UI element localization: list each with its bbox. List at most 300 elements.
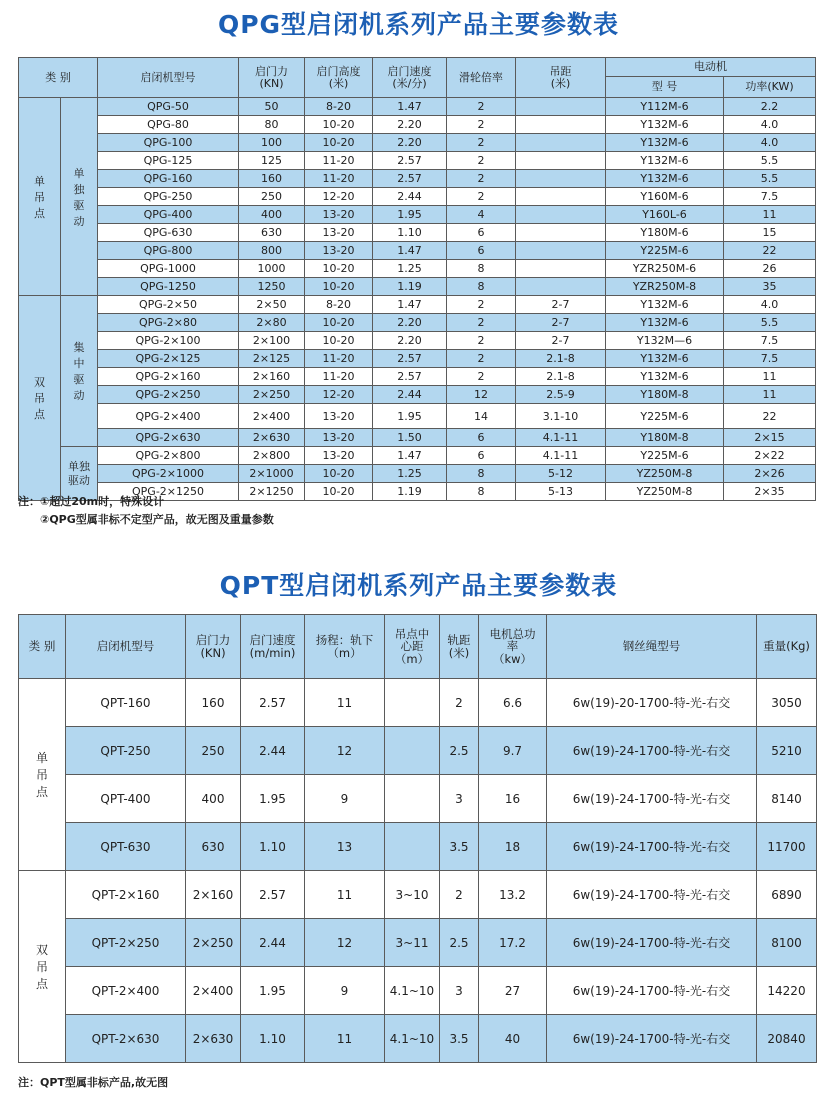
cell-lift: 12 [305, 919, 385, 967]
cell-height: 8-20 [305, 98, 373, 116]
cell-model: QPG-2×125 [98, 350, 239, 368]
sub-central-drive: 集 中 驱 动 [61, 296, 98, 447]
cell-pulley: 14 [447, 404, 516, 429]
cell-speed: 2.57 [373, 368, 447, 386]
cell-distance: 2-7 [516, 332, 606, 350]
motor-model-header: 型 号 [606, 77, 724, 98]
lift-header: 扬程：轨下 （m） [305, 615, 385, 679]
cell-distance [516, 206, 606, 224]
cell-center-distance [385, 775, 440, 823]
cell-height: 12-20 [305, 386, 373, 404]
cell-force: 630 [239, 224, 305, 242]
cell-gauge: 3.5 [440, 823, 479, 871]
table-row [19, 727, 817, 775]
cell-force: 160 [239, 170, 305, 188]
cell-pulley: 6 [447, 429, 516, 447]
cell-force: 2×400 [239, 404, 305, 429]
cell-speed: 1.95 [373, 206, 447, 224]
force-header: 启门力 (KN) [239, 58, 305, 98]
cell-force: 1250 [239, 278, 305, 296]
cell-height: 13-20 [305, 224, 373, 242]
cell-motor-model: Y225M-6 [606, 404, 724, 429]
cell-model: QPG-2×100 [98, 332, 239, 350]
cell-center-distance [385, 679, 440, 727]
cell-model: QPG-400 [98, 206, 239, 224]
rope-header: 钢丝绳型号 [547, 615, 757, 679]
cell-model: QPT-2×630 [66, 1015, 186, 1063]
table-row [19, 429, 816, 447]
cell-pulley: 8 [447, 483, 516, 501]
table-row [19, 823, 817, 871]
table-row [19, 404, 816, 429]
cell-speed: 1.10 [241, 1015, 305, 1063]
qpg-note-1: 注：①超过20m时，特殊设计 [18, 495, 165, 508]
cell-pulley: 2 [447, 98, 516, 116]
cell-motor-model: Y132M-6 [606, 296, 724, 314]
cell-force: 2×80 [239, 314, 305, 332]
cell-height: 10-20 [305, 278, 373, 296]
height-header: 启门高度 (米) [305, 58, 373, 98]
cell-height: 13-20 [305, 447, 373, 465]
cell-center-distance: 3~10 [385, 871, 440, 919]
cell-speed: 1.47 [373, 98, 447, 116]
cell-speed: 1.95 [373, 404, 447, 429]
cell-power: 5.5 [724, 170, 816, 188]
cell-force: 80 [239, 116, 305, 134]
cell-distance [516, 152, 606, 170]
sub-single-drive: 单 独 驱 动 [61, 98, 98, 296]
qpg-note-2: ②QPG型属非标不定型产品，故无图及重量参数 [40, 513, 274, 526]
cell-power: 5.5 [724, 152, 816, 170]
cell-speed: 1.47 [373, 242, 447, 260]
cell-pulley: 2 [447, 116, 516, 134]
cell-power: 2×35 [724, 483, 816, 501]
cell-rope: 6w(19)-24-1700-特-光-右交 [547, 919, 757, 967]
cell-force: 2×160 [186, 871, 241, 919]
cell-motor-model: Y132M-6 [606, 314, 724, 332]
cell-motor-power: 18 [479, 823, 547, 871]
cell-distance [516, 188, 606, 206]
cell-motor-model: Y180M-8 [606, 429, 724, 447]
cell-power: 11 [724, 386, 816, 404]
speed-header: 启门速度 (m/min) [241, 615, 305, 679]
cell-motor-model: Y132M—6 [606, 332, 724, 350]
gauge-header: 轨距 (米) [440, 615, 479, 679]
cell-rope: 6w(19)-24-1700-特-光-右交 [547, 967, 757, 1015]
cell-motor-model: Y225M-6 [606, 242, 724, 260]
pulley-header: 滑轮倍率 [447, 58, 516, 98]
cell-center-distance: 3~11 [385, 919, 440, 967]
cell-model: QPT-2×250 [66, 919, 186, 967]
cell-force: 2×50 [239, 296, 305, 314]
cell-motor-model: Y132M-6 [606, 350, 724, 368]
cell-model: QPG-125 [98, 152, 239, 170]
table-row [19, 206, 816, 224]
cell-power: 2×22 [724, 447, 816, 465]
cell-motor-model: Y225M-6 [606, 447, 724, 465]
cell-rope: 6w(19)-24-1700-特-光-右交 [547, 823, 757, 871]
cell-force: 400 [239, 206, 305, 224]
cell-power: 5.5 [724, 314, 816, 332]
cell-weight: 6890 [757, 871, 817, 919]
group-double-point: 双 吊 点 [19, 296, 61, 501]
cell-model: QPG-2×80 [98, 314, 239, 332]
cell-lift: 11 [305, 871, 385, 919]
cell-speed: 2.20 [373, 314, 447, 332]
table-row [19, 224, 816, 242]
cell-height: 10-20 [305, 116, 373, 134]
cell-pulley: 2 [447, 368, 516, 386]
cell-distance: 2.1-8 [516, 368, 606, 386]
cell-pulley: 2 [447, 350, 516, 368]
cell-gauge: 2 [440, 871, 479, 919]
sub-separate-drive: 单独 驱动 [61, 447, 98, 501]
cell-weight: 8100 [757, 919, 817, 967]
qpt-table-title: QPT型启闭机系列产品主要参数表 [219, 571, 618, 600]
cell-lift: 13 [305, 823, 385, 871]
cell-height: 10-20 [305, 314, 373, 332]
cell-speed: 2.57 [373, 170, 447, 188]
table-row [19, 332, 816, 350]
cell-center-distance [385, 823, 440, 871]
cell-distance: 4.1-11 [516, 447, 606, 465]
cell-distance: 2.5-9 [516, 386, 606, 404]
cell-distance: 2-7 [516, 296, 606, 314]
cell-speed: 1.50 [373, 429, 447, 447]
cell-motor-power: 9.7 [479, 727, 547, 775]
cell-height: 11-20 [305, 170, 373, 188]
cell-power: 22 [724, 404, 816, 429]
cell-height: 11-20 [305, 350, 373, 368]
cell-motor-model: YZ250M-8 [606, 483, 724, 501]
cell-pulley: 12 [447, 386, 516, 404]
cell-weight: 5210 [757, 727, 817, 775]
cell-motor-power: 40 [479, 1015, 547, 1063]
cell-speed: 1.95 [241, 967, 305, 1015]
table-row [19, 134, 816, 152]
cell-rope: 6w(19)-20-1700-特-光-右交 [547, 679, 757, 727]
cell-force: 2×1250 [239, 483, 305, 501]
cell-distance [516, 98, 606, 116]
table-row [19, 871, 817, 919]
table-row [19, 679, 817, 727]
table-row [19, 447, 816, 465]
cell-speed: 2.44 [241, 919, 305, 967]
cell-gauge: 3 [440, 775, 479, 823]
cell-motor-power: 16 [479, 775, 547, 823]
cell-pulley: 2 [447, 170, 516, 188]
cell-model: QPG-1000 [98, 260, 239, 278]
cell-distance: 4.1-11 [516, 429, 606, 447]
table-row [19, 465, 816, 483]
cell-model: QPG-2×1250 [98, 483, 239, 501]
cell-gauge: 2.5 [440, 919, 479, 967]
cell-power: 7.5 [724, 332, 816, 350]
table-row [19, 116, 816, 134]
cell-pulley: 2 [447, 296, 516, 314]
cell-force: 2×1000 [239, 465, 305, 483]
cell-speed: 2.44 [241, 727, 305, 775]
cell-pulley: 2 [447, 134, 516, 152]
table-row [19, 350, 816, 368]
cell-motor-model: Y180M-8 [606, 386, 724, 404]
cell-model: QPG-80 [98, 116, 239, 134]
cell-pulley: 6 [447, 242, 516, 260]
cell-height: 12-20 [305, 188, 373, 206]
power-header: 功率(KW) [724, 77, 816, 98]
cell-power: 11 [724, 206, 816, 224]
cell-motor-model: Y132M-6 [606, 368, 724, 386]
cell-height: 10-20 [305, 134, 373, 152]
cell-motor-model: Y160M-6 [606, 188, 724, 206]
cell-force: 125 [239, 152, 305, 170]
cell-power: 11 [724, 368, 816, 386]
cell-motor-power: 6.6 [479, 679, 547, 727]
cell-pulley: 8 [447, 260, 516, 278]
cell-center-distance [385, 727, 440, 775]
cell-model: QPG-250 [98, 188, 239, 206]
cell-distance [516, 260, 606, 278]
cell-pulley: 2 [447, 332, 516, 350]
cell-speed: 2.57 [241, 871, 305, 919]
cell-force: 160 [186, 679, 241, 727]
motor-power-header: 电机总功 率 （kw） [479, 615, 547, 679]
cell-weight: 14220 [757, 967, 817, 1015]
cell-force: 250 [186, 727, 241, 775]
cell-pulley: 8 [447, 278, 516, 296]
cell-force: 2×100 [239, 332, 305, 350]
model-header: 启闭机型号 [98, 58, 239, 98]
cell-model: QPG-100 [98, 134, 239, 152]
table-row [19, 314, 816, 332]
cell-speed: 2.20 [373, 134, 447, 152]
cell-pulley: 8 [447, 465, 516, 483]
category-header: 类 别 [19, 615, 66, 679]
cell-distance [516, 116, 606, 134]
cell-gauge: 2.5 [440, 727, 479, 775]
cell-model: QPG-2×160 [98, 368, 239, 386]
cell-speed: 1.25 [373, 465, 447, 483]
cell-speed: 1.19 [373, 483, 447, 501]
cell-model: QPG-2×1000 [98, 465, 239, 483]
cell-force: 2×250 [239, 386, 305, 404]
cell-speed: 1.47 [373, 447, 447, 465]
cell-model: QPG-800 [98, 242, 239, 260]
cell-pulley: 2 [447, 188, 516, 206]
cell-speed: 1.10 [241, 823, 305, 871]
group-single-point: 单 吊 点 [19, 679, 66, 871]
cell-lift: 9 [305, 775, 385, 823]
cell-pulley: 2 [447, 152, 516, 170]
cell-model: QPG-2×250 [98, 386, 239, 404]
cell-height: 10-20 [305, 332, 373, 350]
cell-speed: 1.19 [373, 278, 447, 296]
cell-power: 35 [724, 278, 816, 296]
cell-model: QPG-50 [98, 98, 239, 116]
model-header: 启闭机型号 [66, 615, 186, 679]
category-header: 类 别 [19, 58, 98, 98]
cell-rope: 6w(19)-24-1700-特-光-右交 [547, 1015, 757, 1063]
cell-speed: 1.47 [373, 296, 447, 314]
cell-distance: 3.1-10 [516, 404, 606, 429]
table-row [19, 152, 816, 170]
qpg-parameter-table [18, 57, 816, 501]
group-single-point: 单 吊 点 [19, 98, 61, 296]
cell-force: 100 [239, 134, 305, 152]
cell-force: 50 [239, 98, 305, 116]
cell-model: QPG-2×630 [98, 429, 239, 447]
force-header: 启门力 (KN) [186, 615, 241, 679]
cell-gauge: 2 [440, 679, 479, 727]
cell-pulley: 4 [447, 206, 516, 224]
cell-power: 7.5 [724, 350, 816, 368]
cell-force: 250 [239, 188, 305, 206]
cell-motor-model: Y132M-6 [606, 116, 724, 134]
cell-rope: 6w(19)-24-1700-特-光-右交 [547, 775, 757, 823]
cell-speed: 2.44 [373, 188, 447, 206]
table-row [19, 386, 816, 404]
cell-weight: 3050 [757, 679, 817, 727]
table-row [19, 1015, 817, 1063]
cell-motor-model: Y132M-6 [606, 170, 724, 188]
cell-model: QPG-160 [98, 170, 239, 188]
cell-model: QPG-2×400 [98, 404, 239, 429]
cell-center-distance: 4.1~10 [385, 967, 440, 1015]
cell-force: 2×250 [186, 919, 241, 967]
cell-rope: 6w(19)-24-1700-特-光-右交 [547, 871, 757, 919]
cell-force: 800 [239, 242, 305, 260]
cell-distance: 2-7 [516, 314, 606, 332]
cell-motor-power: 17.2 [479, 919, 547, 967]
cell-lift: 9 [305, 967, 385, 1015]
cell-force: 2×400 [186, 967, 241, 1015]
cell-pulley: 2 [447, 314, 516, 332]
cell-force: 2×630 [186, 1015, 241, 1063]
cell-speed: 1.10 [373, 224, 447, 242]
cell-speed: 2.57 [373, 350, 447, 368]
cell-height: 10-20 [305, 260, 373, 278]
cell-force: 1000 [239, 260, 305, 278]
cell-pulley: 6 [447, 447, 516, 465]
cell-force: 2×630 [239, 429, 305, 447]
center-distance-header: 吊点中 心距 （m） [385, 615, 440, 679]
cell-force: 2×125 [239, 350, 305, 368]
table-row [19, 775, 817, 823]
cell-motor-model: Y132M-6 [606, 152, 724, 170]
cell-height: 8-20 [305, 296, 373, 314]
cell-lift: 11 [305, 1015, 385, 1063]
cell-model: QPT-400 [66, 775, 186, 823]
cell-model: QPG-2×50 [98, 296, 239, 314]
cell-motor-model: YZR250M-6 [606, 260, 724, 278]
cell-power: 4.0 [724, 116, 816, 134]
cell-speed: 2.20 [373, 332, 447, 350]
cell-speed: 2.57 [373, 152, 447, 170]
cell-motor-power: 13.2 [479, 871, 547, 919]
cell-height: 10-20 [305, 465, 373, 483]
cell-model: QPG-1250 [98, 278, 239, 296]
group-double-point: 双 吊 点 [19, 871, 66, 1063]
cell-lift: 12 [305, 727, 385, 775]
cell-height: 10-20 [305, 483, 373, 501]
qpt-note: 注：QPT型属非标产品,故无图 [18, 1076, 169, 1089]
cell-power: 2.2 [724, 98, 816, 116]
cell-center-distance: 4.1~10 [385, 1015, 440, 1063]
cell-pulley: 6 [447, 224, 516, 242]
cell-power: 7.5 [724, 188, 816, 206]
table-row [19, 188, 816, 206]
qpt-parameter-table [18, 614, 817, 1063]
cell-motor-model: Y132M-6 [606, 134, 724, 152]
table-row [19, 278, 816, 296]
cell-motor-model: YZ250M-8 [606, 465, 724, 483]
cell-weight: 20840 [757, 1015, 817, 1063]
cell-power: 4.0 [724, 296, 816, 314]
cell-power: 22 [724, 242, 816, 260]
cell-distance [516, 134, 606, 152]
cell-distance [516, 170, 606, 188]
cell-speed: 2.57 [241, 679, 305, 727]
cell-model: QPG-2×800 [98, 447, 239, 465]
cell-distance [516, 242, 606, 260]
cell-speed: 2.20 [373, 116, 447, 134]
table-row [19, 967, 817, 1015]
motor-header: 电动机 [606, 58, 816, 77]
table-row [19, 919, 817, 967]
cell-gauge: 3.5 [440, 1015, 479, 1063]
cell-height: 13-20 [305, 404, 373, 429]
weight-header: 重量(Kg) [757, 615, 817, 679]
cell-height: 11-20 [305, 152, 373, 170]
cell-distance: 5-12 [516, 465, 606, 483]
cell-speed: 1.95 [241, 775, 305, 823]
cell-gauge: 3 [440, 967, 479, 1015]
cell-force: 400 [186, 775, 241, 823]
cell-model: QPT-250 [66, 727, 186, 775]
cell-model: QPT-2×160 [66, 871, 186, 919]
cell-power: 15 [724, 224, 816, 242]
cell-model: QPT-2×400 [66, 967, 186, 1015]
cell-force: 2×160 [239, 368, 305, 386]
cell-model: QPT-160 [66, 679, 186, 727]
cell-lift: 11 [305, 679, 385, 727]
cell-distance: 5-13 [516, 483, 606, 501]
cell-power: 2×15 [724, 429, 816, 447]
cell-weight: 8140 [757, 775, 817, 823]
table-row [19, 260, 816, 278]
cell-force: 630 [186, 823, 241, 871]
cell-motor-power: 27 [479, 967, 547, 1015]
cell-height: 11-20 [305, 368, 373, 386]
cell-motor-model: Y112M-6 [606, 98, 724, 116]
cell-distance [516, 224, 606, 242]
cell-speed: 1.25 [373, 260, 447, 278]
cell-model: QPG-630 [98, 224, 239, 242]
cell-height: 13-20 [305, 242, 373, 260]
table-row [19, 242, 816, 260]
qpg-table-title: QPG型启闭机系列产品主要参数表 [217, 10, 620, 39]
cell-power: 4.0 [724, 134, 816, 152]
cell-power: 2×26 [724, 465, 816, 483]
cell-distance [516, 278, 606, 296]
cell-power: 26 [724, 260, 816, 278]
cell-motor-model: Y160L-6 [606, 206, 724, 224]
cell-motor-model: YZR250M-8 [606, 278, 724, 296]
speed-header: 启门速度 (米/分) [373, 58, 447, 98]
table-row [19, 368, 816, 386]
cell-height: 13-20 [305, 429, 373, 447]
cell-weight: 11700 [757, 823, 817, 871]
